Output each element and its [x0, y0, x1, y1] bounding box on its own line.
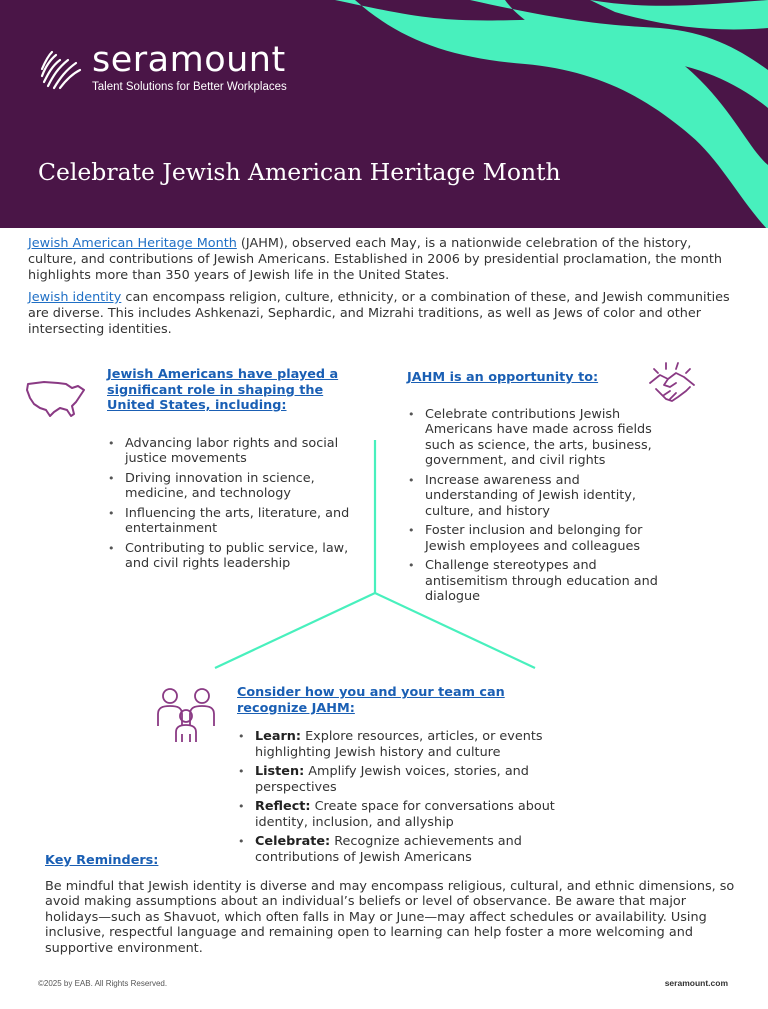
right-section-heading: JAHM is an opportunity to:: [407, 370, 599, 385]
left-section-list: [107, 436, 357, 572]
bottom-section: [237, 685, 567, 869]
list-item: • Influencing the arts, literature, and entertainment: [107, 506, 357, 537]
right-section-list: [407, 407, 672, 605]
list-item: • Advancing labor rights and social justice movements: [107, 436, 357, 467]
key-reminders-text: Be mindful that Jewish identity is diverse and may encompass religious, cultural, and ethnic dimensions, so avoid making assumptions about an individual’s beliefs or level of observance. Be aware that major holidays—such as Shavuot, which often falls in May or June—may affect schedules or availability. Using inclusive, respectful language and remaining open to learning can help foster a more welcoming and supportive environment.: [45, 878, 735, 956]
page-title: Celebrate Jewish American Heritage Month: [38, 158, 561, 186]
right-section: [407, 370, 672, 609]
list-item: • Increase awareness and understanding of Jewish identity, culture, and history: [407, 473, 672, 520]
copyright-text: ©2025 by EAB. All Rights Reserved.: [38, 979, 168, 988]
brand-tagline: Talent Solutions for Better Workplaces: [92, 81, 287, 93]
left-section: [107, 367, 357, 576]
list-item: • Contributing to public service, law, and civil rights leadership: [107, 541, 357, 572]
team-people-icon: [152, 684, 220, 744]
list-item: • Reflect: Create space for conversations about identity, inclusion, and allyship: [237, 799, 567, 830]
key-reminders-heading: Key Reminders:: [45, 853, 159, 868]
list-item: • Celebrate contributions Jewish Americans have made across fields such as science, the arts, business, government, and civil rights: [407, 407, 672, 469]
us-map-icon: [24, 378, 88, 420]
intro-paragraph-2: Jewish identity can encompass religion, culture, ethnicity, or a combination of these, and Jewish communities are diverse. This includes Ashkenazi, Sephardic, and Mizrahi traditions, as well as Jews of color and other intersecting identities.: [28, 290, 730, 337]
list-item: • Listen: Amplify Jewish voices, stories, and perspectives: [237, 764, 567, 795]
bottom-section-list: [237, 729, 567, 865]
bottom-section-heading: Consider how you and your team can recognize JAHM:: [237, 685, 505, 716]
list-item: • Driving innovation in science, medicine, and technology: [107, 471, 357, 502]
list-item: • Foster inclusion and belonging for Jewish employees and colleagues: [407, 523, 672, 554]
left-section-heading: Jewish Americans have played a significant role in shaping the United States, including:: [107, 367, 339, 413]
list-item: • Celebrate: Recognize achievements and contributions of Jewish Americans: [237, 834, 567, 865]
website-link[interactable]: seramount.com: [664, 978, 728, 988]
list-item: • Learn: Explore resources, articles, or events highlighting Jewish history and culture: [237, 729, 567, 760]
jahm-link[interactable]: Jewish American Heritage Month: [28, 236, 237, 251]
brand-name: seramount: [92, 40, 286, 80]
key-reminders-section: [45, 853, 735, 956]
jewish-identity-link[interactable]: Jewish identity: [28, 290, 122, 305]
list-item: • Challenge stereotypes and antisemitism through education and dialogue: [407, 558, 672, 605]
intro-paragraph-1: Jewish American Heritage Month (JAHM), observed each May, is a nationwide celebration of the history, culture, and contributions of Jewish Americans. Established in 2006 by presidential proclamation, the month highlights more than 350 years of Jewish life in the United States.: [28, 236, 722, 283]
